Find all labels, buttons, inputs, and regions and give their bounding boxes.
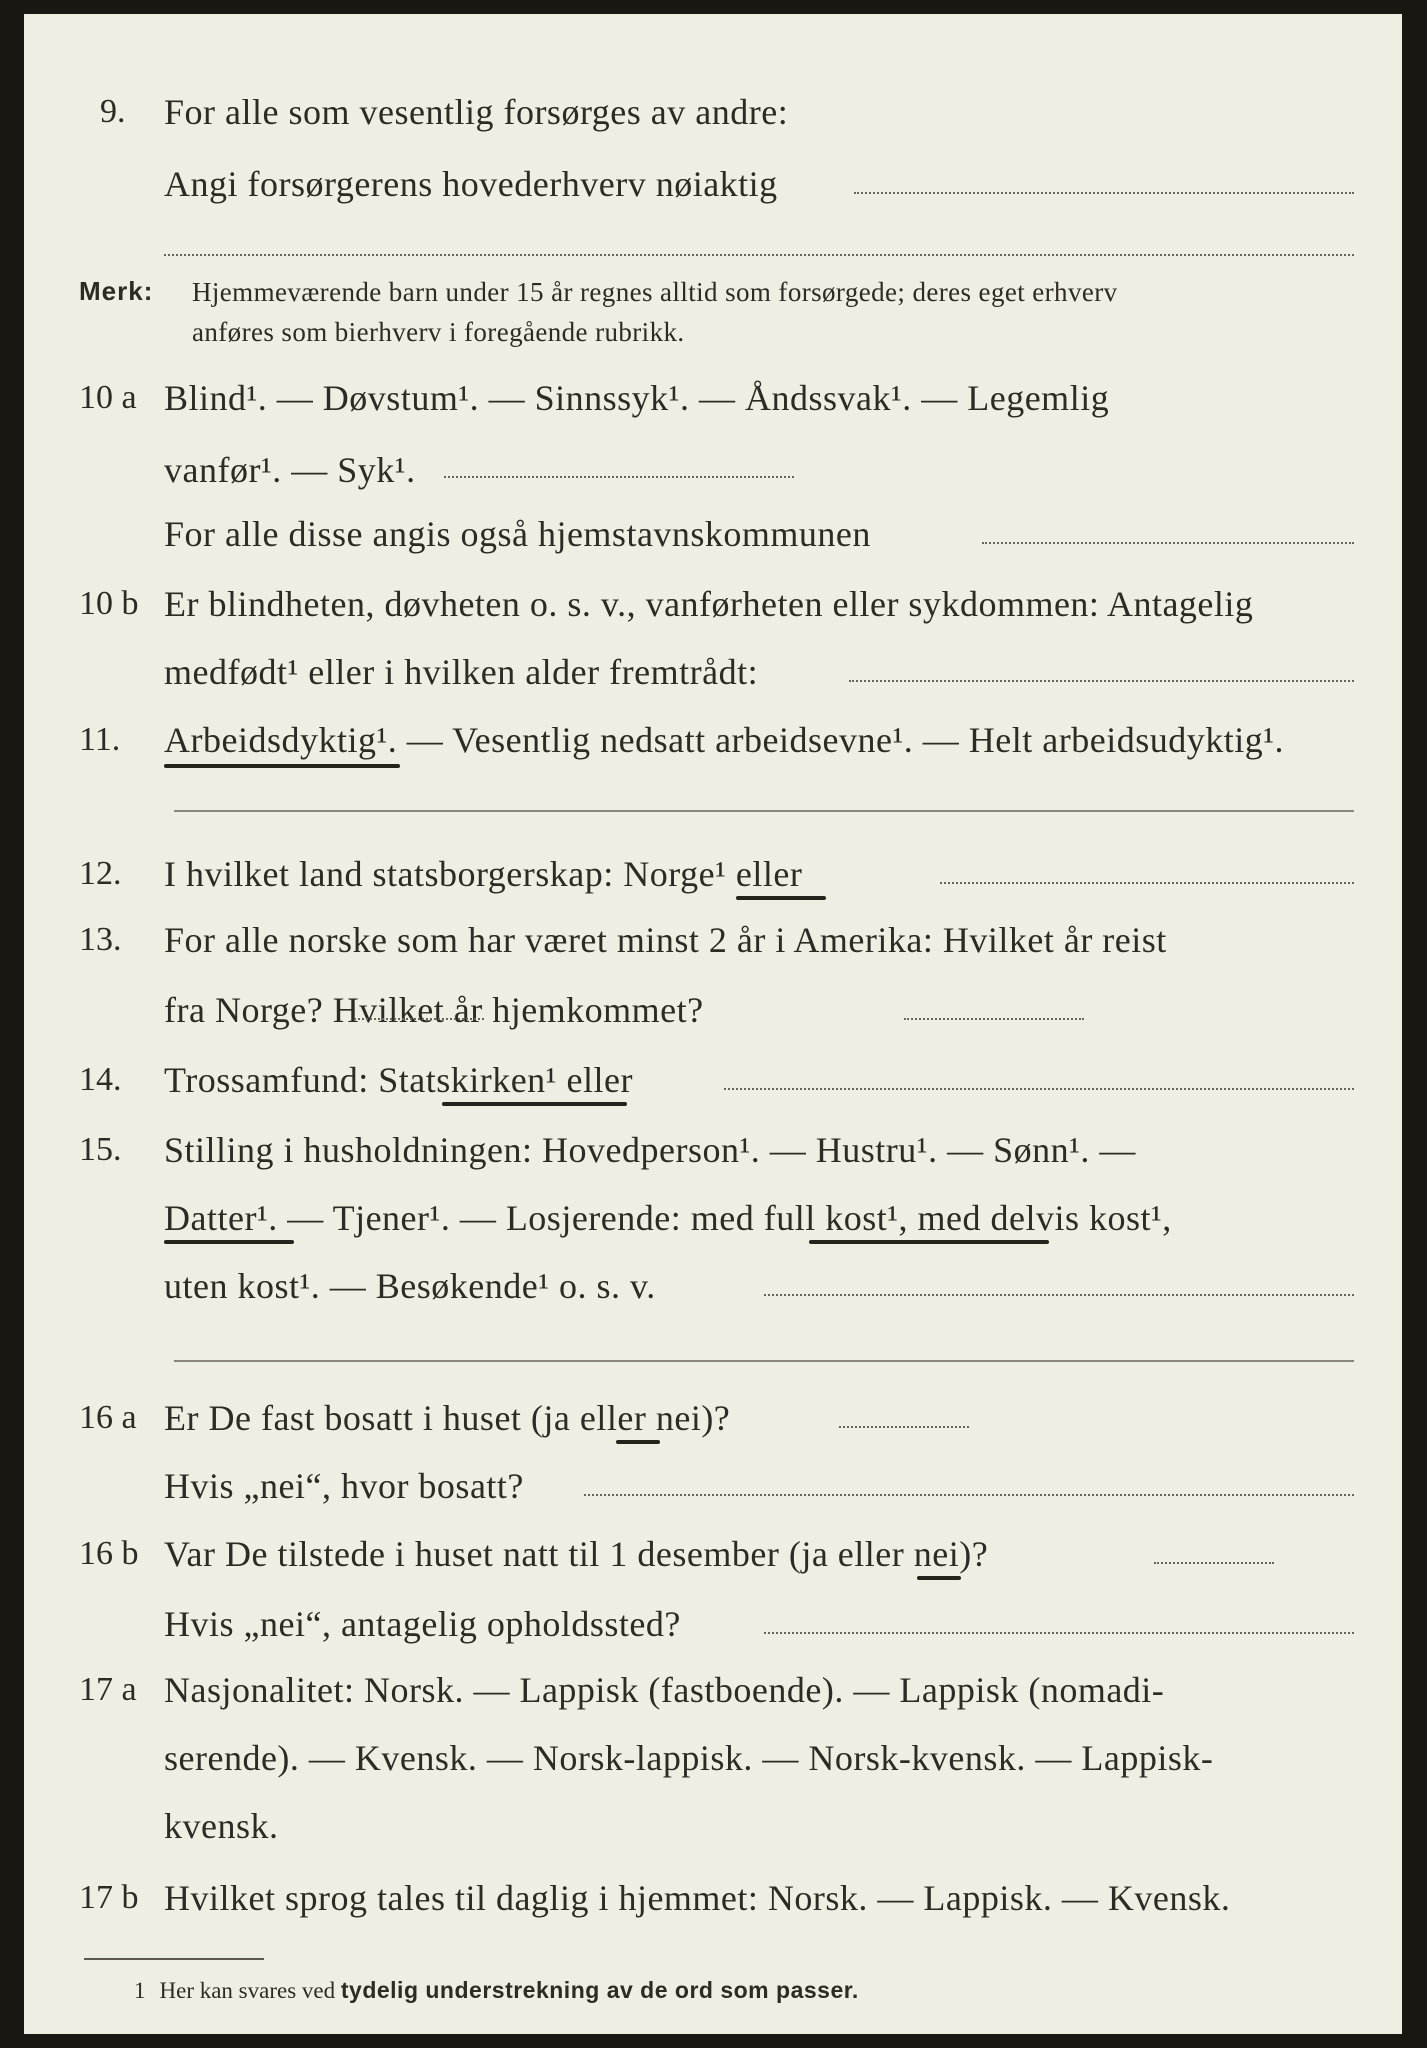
q16b-answer-line[interactable]	[1154, 1562, 1274, 1564]
footnote	[134, 1976, 859, 2005]
q16a-residence-line[interactable]	[584, 1494, 1354, 1496]
q9-field-label: Angi forsørgerens hovederhverv nøiaktig	[164, 164, 778, 204]
q17a-text-3: kvensk.	[164, 1806, 279, 1846]
q14-answer-underline	[442, 1102, 627, 1106]
q10b-answer-line[interactable]	[849, 680, 1354, 682]
q16b-text-1: Var De tilstede i huset natt til 1 desember (ja eller nei)?	[164, 1534, 989, 1574]
q17b-text: Hvilket sprog tales til daglig i hjemmet: Norsk. — Lappisk. — Kvensk.	[164, 1878, 1231, 1918]
footnote-rule	[84, 1958, 264, 1960]
q10a-text-2: vanfør¹. — Syk¹.	[164, 450, 416, 490]
q16b-location-line[interactable]	[764, 1632, 1354, 1634]
footnote-marker: 1	[134, 1978, 146, 2003]
q16a-answer-underline	[616, 1440, 660, 1444]
q13-text-1: For alle norske som har været minst 2 år i Amerika: Hvilket år reist	[164, 920, 1167, 960]
q15-text-2: Datter¹. — Tjener¹. — Losjerende: med full kost¹, med delvis kost¹,	[164, 1198, 1172, 1238]
q9-number: 9.	[100, 93, 126, 130]
q10b-number: 10 b	[79, 585, 139, 622]
q16a-text-2: Hvis „nei“, hvor bosatt?	[164, 1466, 524, 1506]
q13-number: 13.	[79, 921, 122, 958]
q15-text-3: uten kost¹. — Besøkende¹ o. s. v.	[164, 1266, 656, 1306]
q9-answer-line-2[interactable]	[164, 254, 1354, 256]
merk-text-1: Hjemmeværende barn under 15 år regnes alltid som forsørgede; deres eget erhverv	[192, 277, 1118, 307]
q15-number: 15.	[79, 1131, 122, 1168]
q16a-answer-line[interactable]	[839, 1426, 969, 1428]
q10b-text-1: Er blindheten, døvheten o. s. v., vanførheten eller sykdommen: Antagelig	[164, 584, 1254, 624]
q10a-text-1: Blind¹. — Døvstum¹. — Sinnssyk¹. — Åndssvak¹. — Legemlig	[164, 378, 1110, 418]
q14-answer-line[interactable]	[724, 1088, 1354, 1090]
footnote-text-plain: Her kan svares ved	[159, 1978, 336, 2003]
section-divider-2	[174, 1360, 1354, 1362]
q16b-number: 16 b	[79, 1535, 139, 1572]
q12-answer-line[interactable]	[940, 882, 1354, 884]
q14-number: 14.	[79, 1061, 122, 1098]
census-form-page	[24, 14, 1402, 2034]
q14-text: Trossamfund: Statskirken¹ eller	[164, 1060, 633, 1100]
q16b-text-2: Hvis „nei“, antagelig opholdssted?	[164, 1604, 681, 1644]
q17a-number: 17 a	[79, 1671, 137, 1708]
q11-number: 11.	[79, 721, 121, 758]
q17a-text-2: serende). — Kvensk. — Norsk-lappisk. — Norsk-kvensk. — Lappisk-	[164, 1738, 1214, 1778]
q9-text: For alle som vesentlig forsørges av andre:	[164, 92, 789, 132]
q10a-text-3: For alle disse angis også hjemstavnskommunen	[164, 514, 871, 554]
q10a-home-municipality-line[interactable]	[982, 542, 1354, 544]
q10b-text-2: medfødt¹ eller i hvilken alder fremtrådt:	[164, 652, 759, 692]
merk-label: Merk:	[79, 276, 154, 306]
q16b-answer-underline	[917, 1576, 961, 1580]
q10a-answer-line[interactable]	[444, 476, 794, 478]
q15-answer-underline-datter	[164, 1240, 294, 1244]
q16a-number: 16 a	[79, 1399, 137, 1436]
q9-answer-line[interactable]	[854, 192, 1354, 194]
q10a-number: 10 a	[79, 379, 137, 416]
q11-text: Arbeidsdyktig¹. — Vesentlig nedsatt arbeidsevne¹. — Helt arbeidsudyktig¹.	[164, 720, 1285, 760]
merk-text-2: anføres som bierhverv i foregående rubrikk.	[192, 317, 685, 347]
q12-answer-underline	[736, 896, 826, 900]
q13-departure-year-line[interactable]	[354, 1018, 484, 1020]
q13-return-year-line[interactable]	[904, 1018, 1084, 1020]
q15-answer-line[interactable]	[764, 1294, 1354, 1296]
q16a-text-1: Er De fast bosatt i huset (ja eller nei)?	[164, 1398, 731, 1438]
q17a-text-1: Nasjonalitet: Norsk. — Lappisk (fastboende). — Lappisk (nomadi-	[164, 1670, 1165, 1710]
footnote-text-bold: tydelig understrekning av de ord som passer.	[340, 1977, 859, 2003]
q12-text: I hvilket land statsborgerskap: Norge¹ eller	[164, 854, 803, 894]
q15-text-1: Stilling i husholdningen: Hovedperson¹. — Hustru¹. — Sønn¹. —	[164, 1130, 1136, 1170]
q17b-number: 17 b	[79, 1879, 139, 1916]
q13-text-2: fra Norge? Hvilket år hjemkommet?	[164, 990, 704, 1030]
q12-number: 12.	[79, 855, 122, 892]
q11-answer-underline	[164, 764, 400, 768]
q15-answer-underline-kost	[809, 1240, 1049, 1244]
section-divider-1	[174, 810, 1354, 812]
